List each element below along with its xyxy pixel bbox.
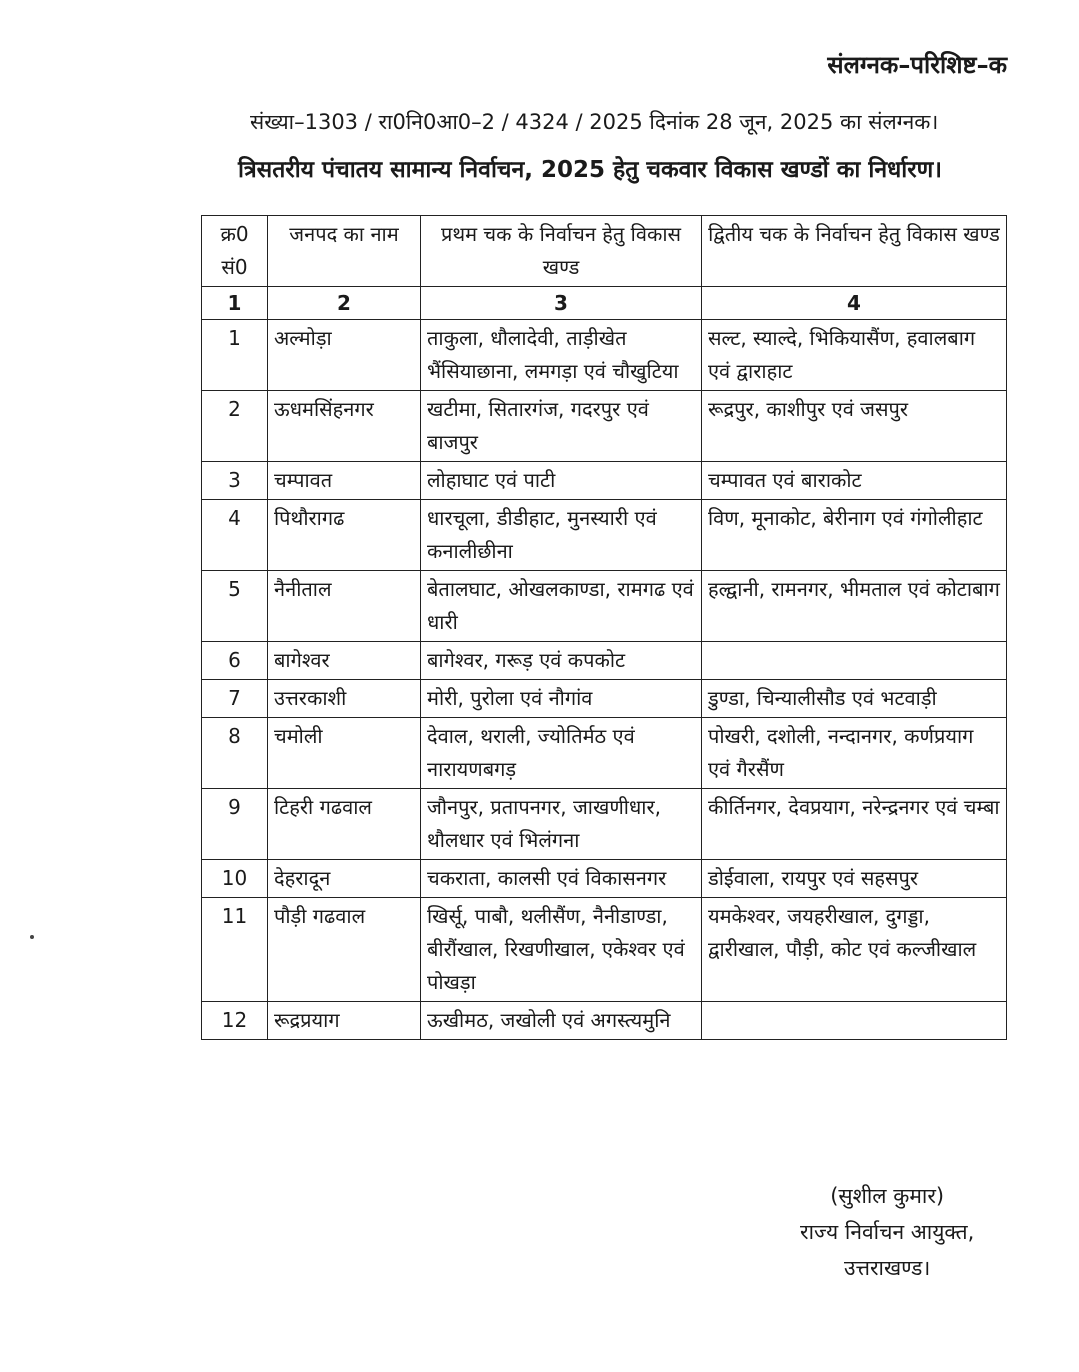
table-row [202, 1002, 1007, 1040]
district-cell: टिहरी गढवाल [268, 789, 421, 860]
district-cell: पौड़ी गढवाल [268, 898, 421, 1002]
phase1-blocks-cell: खटीमा, सितारगंज, गदरपुर एवं बाजपुर [421, 391, 702, 462]
phase1-blocks-cell: चकराता, कालसी एवं विकासनगर [421, 860, 702, 898]
district-cell: बागेश्वर [268, 642, 421, 680]
table-row [202, 500, 1007, 571]
column-number: 4 [702, 287, 1007, 320]
table-body [202, 320, 1007, 1040]
district-cell: देहरादून [268, 860, 421, 898]
phase1-blocks-cell: लोहाघाट एवं पाटी [421, 462, 702, 500]
sno-cell: 5 [202, 571, 268, 642]
phase2-blocks-cell: डुण्डा, चिन्यालीसौड एवं भटवाड़ी [702, 680, 1007, 718]
phase1-blocks-cell: ऊखीमठ, जखोली एवं अगस्त्यमुनि [421, 1002, 702, 1040]
phase2-blocks-cell [702, 642, 1007, 680]
sno-cell: 6 [202, 642, 268, 680]
signatory-designation: राज्य निर्वाचन आयुक्त, [800, 1220, 975, 1244]
signatory-name: (सुशील कुमार) [830, 1184, 945, 1208]
sno-cell: 3 [202, 462, 268, 500]
sno-cell: 2 [202, 391, 268, 462]
table-row [202, 462, 1007, 500]
phase1-blocks-cell: मोरी, पुरोला एवं नौगांव [421, 680, 702, 718]
district-cell: उत्तरकाशी [268, 680, 421, 718]
table-row [202, 860, 1007, 898]
table-row [202, 898, 1007, 1002]
table-row [202, 320, 1007, 391]
header-district: जनपद का नाम [268, 216, 421, 287]
block-allocation-table [201, 215, 1007, 1040]
sno-cell: 10 [202, 860, 268, 898]
signatory-state: उत्तराखण्ड। [843, 1256, 931, 1280]
table-row [202, 718, 1007, 789]
signature-block [800, 1178, 974, 1286]
sno-cell: 1 [202, 320, 268, 391]
phase1-blocks-cell: देवाल, थराली, ज्योतिर्मठ एवं नारायणबगड़ [421, 718, 702, 789]
table-row [202, 391, 1007, 462]
table-row [202, 789, 1007, 860]
phase1-blocks-cell: धारचूला, डीडीहाट, मुनस्यारी एवं कनालीछीना [421, 500, 702, 571]
district-cell: ऊधमसिंहनगर [268, 391, 421, 462]
table-row [202, 571, 1007, 642]
district-cell: पिथौरागढ [268, 500, 421, 571]
header-phase2: द्वितीय चक के निर्वाचन हेतु विकास खण्ड [702, 216, 1007, 287]
table-row [202, 680, 1007, 718]
phase2-blocks-cell: पोखरी, दशोली, नन्दानगर, कर्णप्रयाग एवं गैरसैंण [702, 718, 1007, 789]
reference-line: संख्या–1303 / रा0नि0आ0–2 / 4324 / 2025 दिनांक 28 जून, 2025 का संलग्नक। [250, 110, 939, 134]
header-phase1: प्रथम चक के निर्वाचन हेतु विकास खण्ड [421, 216, 702, 287]
sno-cell: 12 [202, 1002, 268, 1040]
phase1-blocks-cell: खिर्सू, पाबौ, थलीसैंण, नैनीडाण्डा, बीरौंखाल, रिखणीखाल, एकेश्वर एवं पोखड़ा [421, 898, 702, 1002]
district-cell: रूद्रप्रयाग [268, 1002, 421, 1040]
phase1-blocks-cell: बेतालघाट, ओखलकाण्डा, रामगढ एवं धारी [421, 571, 702, 642]
district-cell: चमोली [268, 718, 421, 789]
phase2-blocks-cell: सल्ट, स्याल्दे, भिकियासैंण, हवालबाग एवं द्वाराहाट [702, 320, 1007, 391]
district-cell: चम्पावत [268, 462, 421, 500]
document-heading: त्रिसतरीय पंचातय सामान्य निर्वाचन, 2025 हेतु चकवार विकास खण्डों का निर्धारण। [238, 157, 942, 183]
column-number-row [202, 287, 1007, 320]
scan-speck [30, 935, 34, 939]
phase2-blocks-cell: कीर्तिनगर, देवप्रयाग, नरेन्द्रनगर एवं चम्बा [702, 789, 1007, 860]
phase2-blocks-cell: विण, मूनाकोट, बेरीनाग एवं गंगोलीहाट [702, 500, 1007, 571]
phase2-blocks-cell: डोईवाला, रायपुर एवं सहसपुर [702, 860, 1007, 898]
phase1-blocks-cell: ताकुला, धौलादेवी, ताड़ीखेत भैंसियाछाना, लमगड़ा एवं चौखुटिया [421, 320, 702, 391]
column-number: 3 [421, 287, 702, 320]
sno-cell: 9 [202, 789, 268, 860]
district-cell: अल्मोड़ा [268, 320, 421, 391]
annexure-label: संलग्नक–परिशिष्ट–क [827, 51, 1007, 79]
sno-cell: 4 [202, 500, 268, 571]
sno-cell: 8 [202, 718, 268, 789]
phase2-blocks-cell [702, 1002, 1007, 1040]
sno-cell: 11 [202, 898, 268, 1002]
phase2-blocks-cell: रूद्रपुर, काशीपुर एवं जसपुर [702, 391, 1007, 462]
column-number: 1 [202, 287, 268, 320]
table-header-row [202, 216, 1007, 287]
table-row [202, 642, 1007, 680]
column-number: 2 [268, 287, 421, 320]
phase2-blocks-cell: चम्पावत एवं बाराकोट [702, 462, 1007, 500]
phase1-blocks-cell: जौनपुर, प्रतापनगर, जाखणीधार, थौलधार एवं भिलंगना [421, 789, 702, 860]
phase2-blocks-cell: हल्द्वानी, रामनगर, भीमताल एवं कोटाबाग [702, 571, 1007, 642]
district-cell: नैनीताल [268, 571, 421, 642]
header-sno: क्र0 सं0 [202, 216, 268, 287]
phase1-blocks-cell: बागेश्वर, गरूड़ एवं कपकोट [421, 642, 702, 680]
phase2-blocks-cell: यमकेश्वर, जयहरीखाल, दुगड्डा, द्वारीखाल, पौड़ी, कोट एवं कल्जीखाल [702, 898, 1007, 1002]
sno-cell: 7 [202, 680, 268, 718]
